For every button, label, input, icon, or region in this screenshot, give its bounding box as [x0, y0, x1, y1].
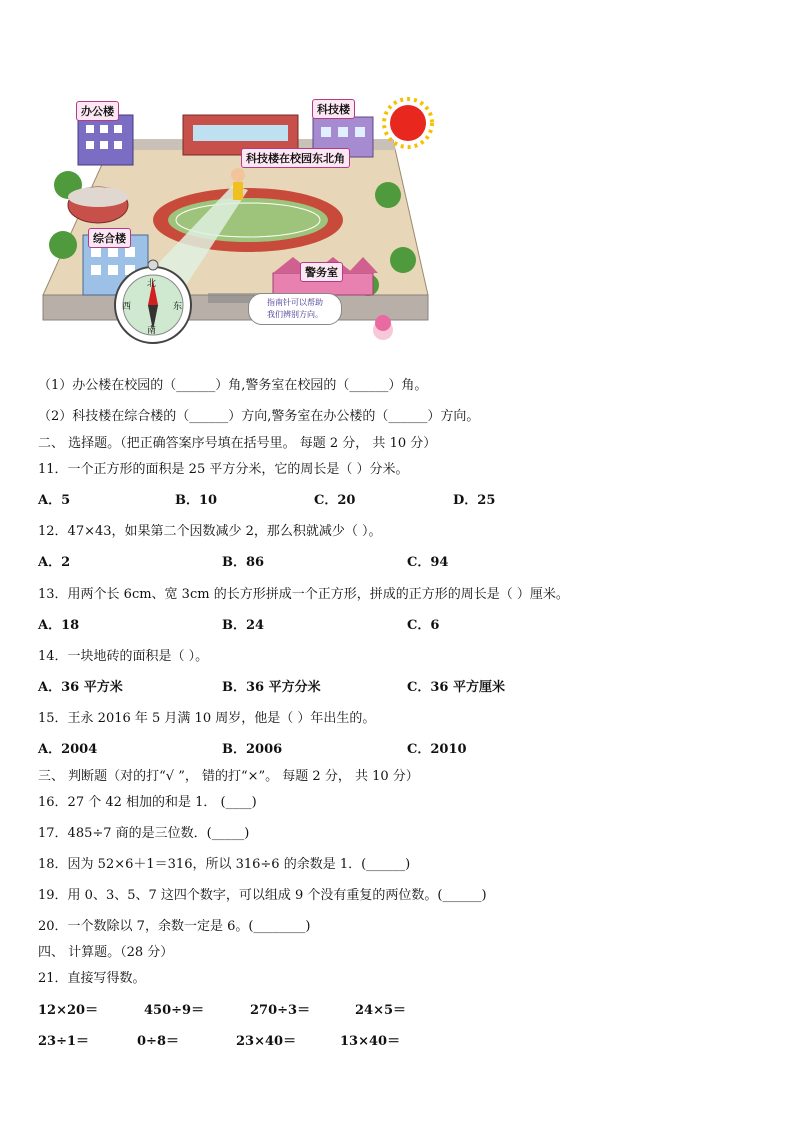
compass-north-label: 北: [147, 279, 157, 289]
q12-option-a: A．2: [38, 555, 71, 570]
q15-option-c: C．2010: [407, 742, 467, 757]
question-21: 21．直接写得数。: [38, 971, 146, 986]
section-4-heading: 四、 计算题。（28 分）: [38, 945, 174, 960]
q11-option-d: D．25: [453, 493, 496, 508]
q11-option-b: B．10: [175, 493, 218, 508]
q13-option-c: C．6: [407, 618, 440, 633]
section-2-heading: 二、 选择题。（把正确答案序号填在括号里。 每题 2 分， 共 10 分）: [38, 436, 437, 451]
calc-1-4: 24×5＝: [355, 1003, 407, 1018]
compass-south-label: 南: [147, 326, 157, 336]
question-12: 12．47×43，如果第二个因数减少 2，那么积就减少（ ）。: [38, 524, 382, 539]
calc-1-1: 12×20＝: [38, 1003, 99, 1018]
q13-option-a: A．18: [38, 618, 80, 633]
q15-option-b: B．2006: [222, 742, 283, 757]
calc-2-2: 0÷8＝: [137, 1034, 179, 1049]
q15-option-a: A．2004: [38, 742, 98, 757]
question-2: （2）科技楼在综合楼的（______）方向,警务室在办公楼的（______）方向。: [38, 409, 480, 424]
section-3-heading: 三、 判断题（对的打“√ ”， 错的打“×”。 每题 2 分， 共 10 分）: [38, 769, 419, 784]
label-office: 办公楼: [76, 101, 119, 121]
question-15: 15．王永 2016 年 5 月满 10 周岁，他是（ ）年出生的。: [38, 711, 376, 726]
q11-option-c: C．20: [314, 493, 356, 508]
label-guard: 警务室: [300, 262, 343, 282]
q13-option-b: B．24: [222, 618, 265, 633]
bubble-line-1: 指南针可以帮助: [267, 298, 323, 307]
label-composite: 综合楼: [88, 228, 131, 248]
calc-2-1: 23÷1＝: [38, 1034, 90, 1049]
q14-option-b: B．36 平方分米: [222, 680, 321, 695]
question-1: （1）办公楼在校园的（______）角,警务室在校园的（______）角。: [38, 378, 428, 393]
campus-illustration: [38, 95, 438, 360]
question-18: 18．因为 52×6＋1＝316，所以 316÷6 的余数是 1．(______): [38, 857, 411, 872]
q12-option-c: C．94: [407, 555, 449, 570]
q14-option-a: A．36 平方米: [38, 680, 123, 695]
q14-option-c: C．36 平方厘米: [407, 680, 505, 695]
compass-west-label: 西: [122, 302, 132, 312]
calc-2-4: 13×40＝: [340, 1034, 401, 1049]
question-17: 17．485÷7 商的是三位数．(_____): [38, 826, 250, 841]
question-20: 20．一个数除以 7，余数一定是 6。(________): [38, 919, 311, 934]
question-19: 19．用 0、3、5、7 这四个数字，可以组成 9 个没有重复的两位数。(______): [38, 888, 487, 903]
question-11: 11．一个正方形的面积是 25 平方分米，它的周长是（ ）分米。: [38, 462, 409, 477]
compass-east-label: 东: [173, 302, 183, 312]
question-16: 16．27 个 42 相加的和是 1． (____): [38, 795, 257, 810]
speech-bubble: [248, 293, 342, 325]
label-tech: 科技楼: [312, 99, 355, 119]
calc-1-3: 270÷3＝: [250, 1003, 311, 1018]
q12-option-b: B．86: [222, 555, 265, 570]
calc-1-2: 450÷9＝: [144, 1003, 205, 1018]
q11-option-a: A．5: [38, 493, 71, 508]
question-14: 14．一块地砖的面积是（ ）。: [38, 649, 209, 664]
label-tech-note: 科技楼在校园东北角: [241, 148, 350, 168]
calc-2-3: 23×40＝: [236, 1034, 297, 1049]
question-13: 13．用两个长 6cm、宽 3cm 的长方形拼成一个正方形，拼成的正方形的周长是（ ）厘米。: [38, 587, 569, 602]
bubble-line-2: 我们辨别方向。: [267, 310, 323, 319]
